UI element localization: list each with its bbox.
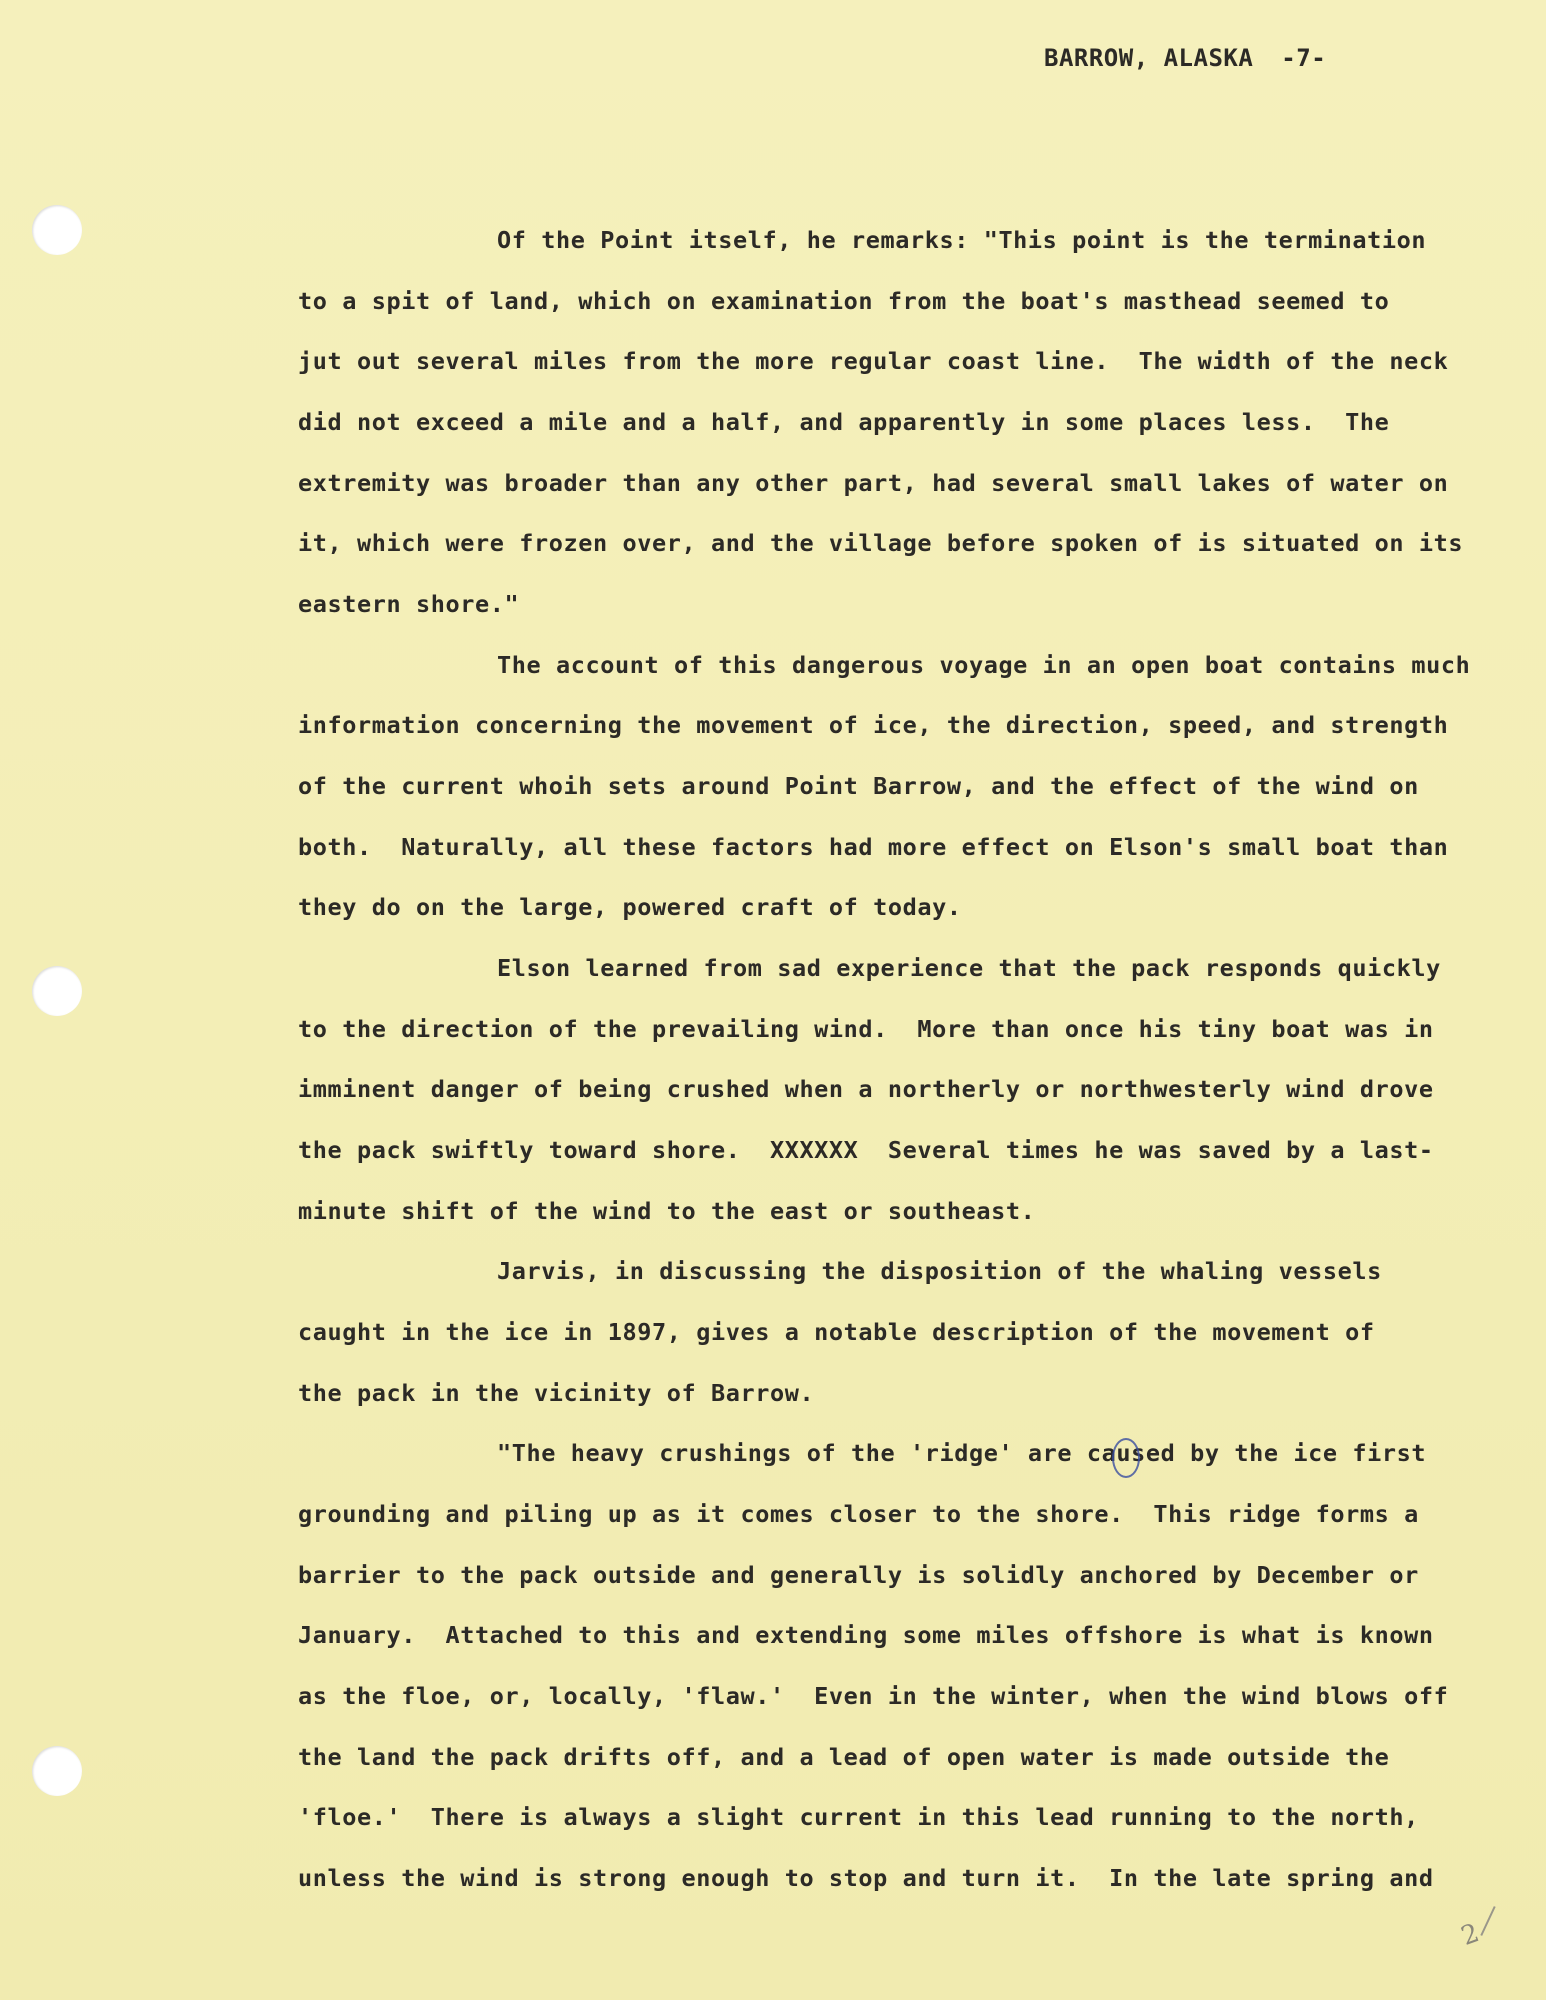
body-line: minute shift of the wind to the east or southeast. [298,1197,1036,1225]
body-line: the land the pack drifts off, and a lead of open water is made outside the [298,1743,1390,1771]
body-line: Jarvis, in discussing the disposition of the whaling vessels [497,1257,1382,1285]
body-line: they do on the large, powered craft of today. [298,893,962,921]
page-number: -7- [1281,44,1327,72]
body-line: 'floe.' There is always a slight current in this lead running to the north, [298,1803,1419,1831]
body-line: jut out several miles from the more regular coast line. The width of the neck [298,347,1449,375]
body-line: did not exceed a mile and a half, and apparently in some places less. The [298,408,1390,436]
body-line: as the floe, or, locally, 'flaw.' Even in the winter, when the wind blows off [298,1682,1449,1710]
punch-hole-middle [32,966,82,1016]
body-line: unless the wind is strong enough to stop and turn it. In the late spring and [298,1864,1434,1892]
body-line: Elson learned from sad experience that the pack responds quickly [497,954,1441,982]
body-line: The account of this dangerous voyage in an open boat contains much [497,651,1471,679]
punch-hole-bottom [32,1746,82,1796]
body-line: imminent danger of being crushed when a northerly or northwesterly wind drove [298,1075,1434,1103]
body-line: the pack in the vicinity of Barrow. [298,1379,815,1407]
body-line: caught in the ice in 1897, gives a notable description of the movement of [298,1318,1375,1346]
body-line: barrier to the pack outside and generally is solidly anchored by December or [298,1561,1419,1589]
header-title: BARROW, ALASKA [1044,44,1254,72]
body-line: of the current whoih sets around Point Barrow, and the effect of the wind on [298,772,1419,800]
page-header [1044,44,1326,72]
body-line: grounding and piling up as it comes closer to the shore. This ridge forms a [298,1500,1419,1528]
body-line: "The heavy crushings of the 'ridge' are caused by the ice first [497,1439,1427,1467]
body-line: information concerning the movement of ice, the direction, speed, and strength [298,711,1449,739]
handwritten-correction-mark [1112,1438,1140,1478]
body-line: extremity was broader than any other part, had several small lakes of water on [298,469,1449,497]
body-line: eastern shore." [298,590,520,618]
body-line: it, which were frozen over, and the village before spoken of is situated on its [298,529,1464,557]
body-line: to a spit of land, which on examination from the boat's masthead seemed to [298,287,1390,315]
punch-hole-top [32,205,82,255]
body-line: to the direction of the prevailing wind. More than once his tiny boat was in [298,1015,1434,1043]
body-line: Of the Point itself, he remarks: "This point is the termination [497,226,1427,254]
pencil-slash-mark [1480,1906,1495,1936]
pencil-corner-mark: 2 [1457,1918,1484,1952]
body-line: both. Naturally, all these factors had more effect on Elson's small boat than [298,833,1449,861]
body-line: the pack swiftly toward shore. XXXXXX Several times he was saved by a last- [298,1136,1434,1164]
body-line: January. Attached to this and extending some miles offshore is what is known [298,1621,1434,1649]
